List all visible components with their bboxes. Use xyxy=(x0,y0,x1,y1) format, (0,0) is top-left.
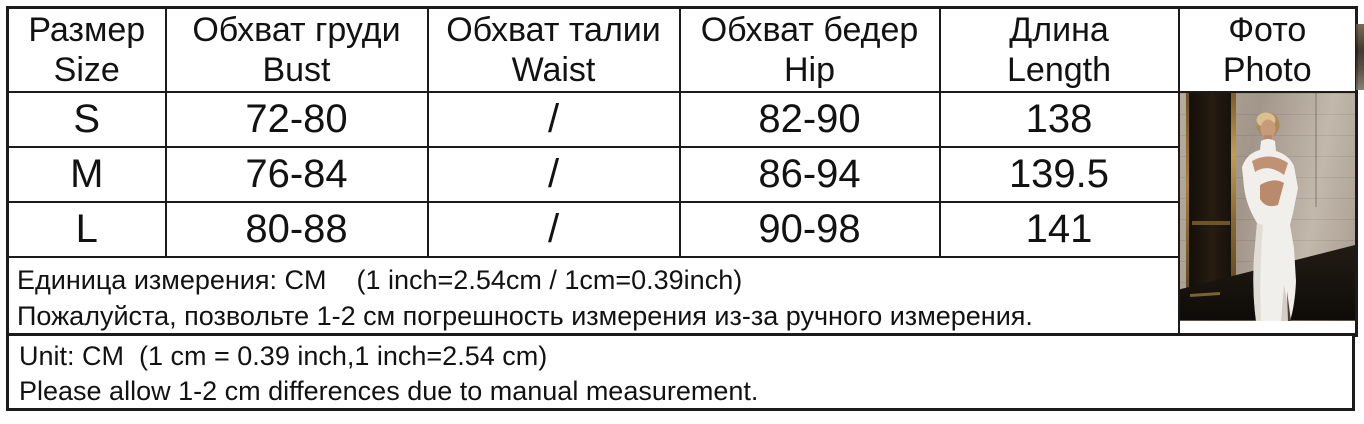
header-row xyxy=(8,8,1357,92)
header-photo xyxy=(1179,8,1357,92)
model-photo xyxy=(1180,93,1356,321)
notes-row xyxy=(8,257,1357,336)
length-cell: 141 xyxy=(940,202,1179,257)
waist-cell: / xyxy=(428,147,680,202)
header-size xyxy=(8,8,166,92)
hip-cell: 90-98 xyxy=(680,202,940,257)
header-hip xyxy=(680,8,940,92)
length-cell: 138 xyxy=(940,92,1179,147)
table-row-m xyxy=(8,147,1357,202)
header-hip-en: Hip xyxy=(783,50,836,89)
header-size-en: Size xyxy=(53,50,120,89)
header-size-ru: Размер xyxy=(28,10,146,49)
header-photo-ru: Фото xyxy=(1228,10,1307,49)
size-cell: M xyxy=(8,147,166,202)
header-waist-ru: Обхват талии xyxy=(446,10,661,49)
unit-notes-en xyxy=(6,333,1355,411)
unit-note-ru-line1: Единица измерения: CM (1 inch=2.54cm / 1cm=0.39inch) xyxy=(17,264,743,295)
bust-cell: 80-88 xyxy=(166,202,428,257)
table-row-l xyxy=(8,202,1357,257)
unit-note-en-line1: Unit: CM (1 cm = 0.39 inch,1 inch=2.54 cm) xyxy=(19,341,548,371)
unit-note-en-line2: Please allow 1-2 cm differences due to manual measurement. xyxy=(19,376,759,406)
waist-cell: / xyxy=(428,92,680,147)
table-row-s xyxy=(8,92,1357,147)
hip-cell: 86-94 xyxy=(680,147,940,202)
header-waist xyxy=(428,8,680,92)
photo-bleed-artifact xyxy=(1356,24,1364,90)
bust-cell: 72-80 xyxy=(166,92,428,147)
header-length-en: Length xyxy=(1007,50,1111,89)
header-length-ru: Длина xyxy=(1009,10,1109,49)
model-figure xyxy=(1180,93,1354,321)
photo-cell xyxy=(1179,92,1357,336)
unit-notes-ru xyxy=(8,257,1179,336)
size-chart-table xyxy=(6,6,1358,337)
header-bust xyxy=(166,8,428,92)
length-cell: 139.5 xyxy=(940,147,1179,202)
size-cell: S xyxy=(8,92,166,147)
size-cell: L xyxy=(8,202,166,257)
header-bust-ru: Обхват груди xyxy=(192,10,401,49)
header-waist-en: Waist xyxy=(511,50,596,89)
hip-cell: 82-90 xyxy=(680,92,940,147)
waist-cell: / xyxy=(428,202,680,257)
unit-note-ru-line2: Пожалуйста, позвольте 1-2 см погрешность измерения из-за ручного измерения. xyxy=(17,300,1033,331)
header-bust-en: Bust xyxy=(262,50,331,89)
header-hip-ru: Обхват бедер xyxy=(700,10,919,49)
header-length xyxy=(940,8,1179,92)
bust-cell: 76-84 xyxy=(166,147,428,202)
header-photo-en: Photo xyxy=(1222,50,1312,89)
